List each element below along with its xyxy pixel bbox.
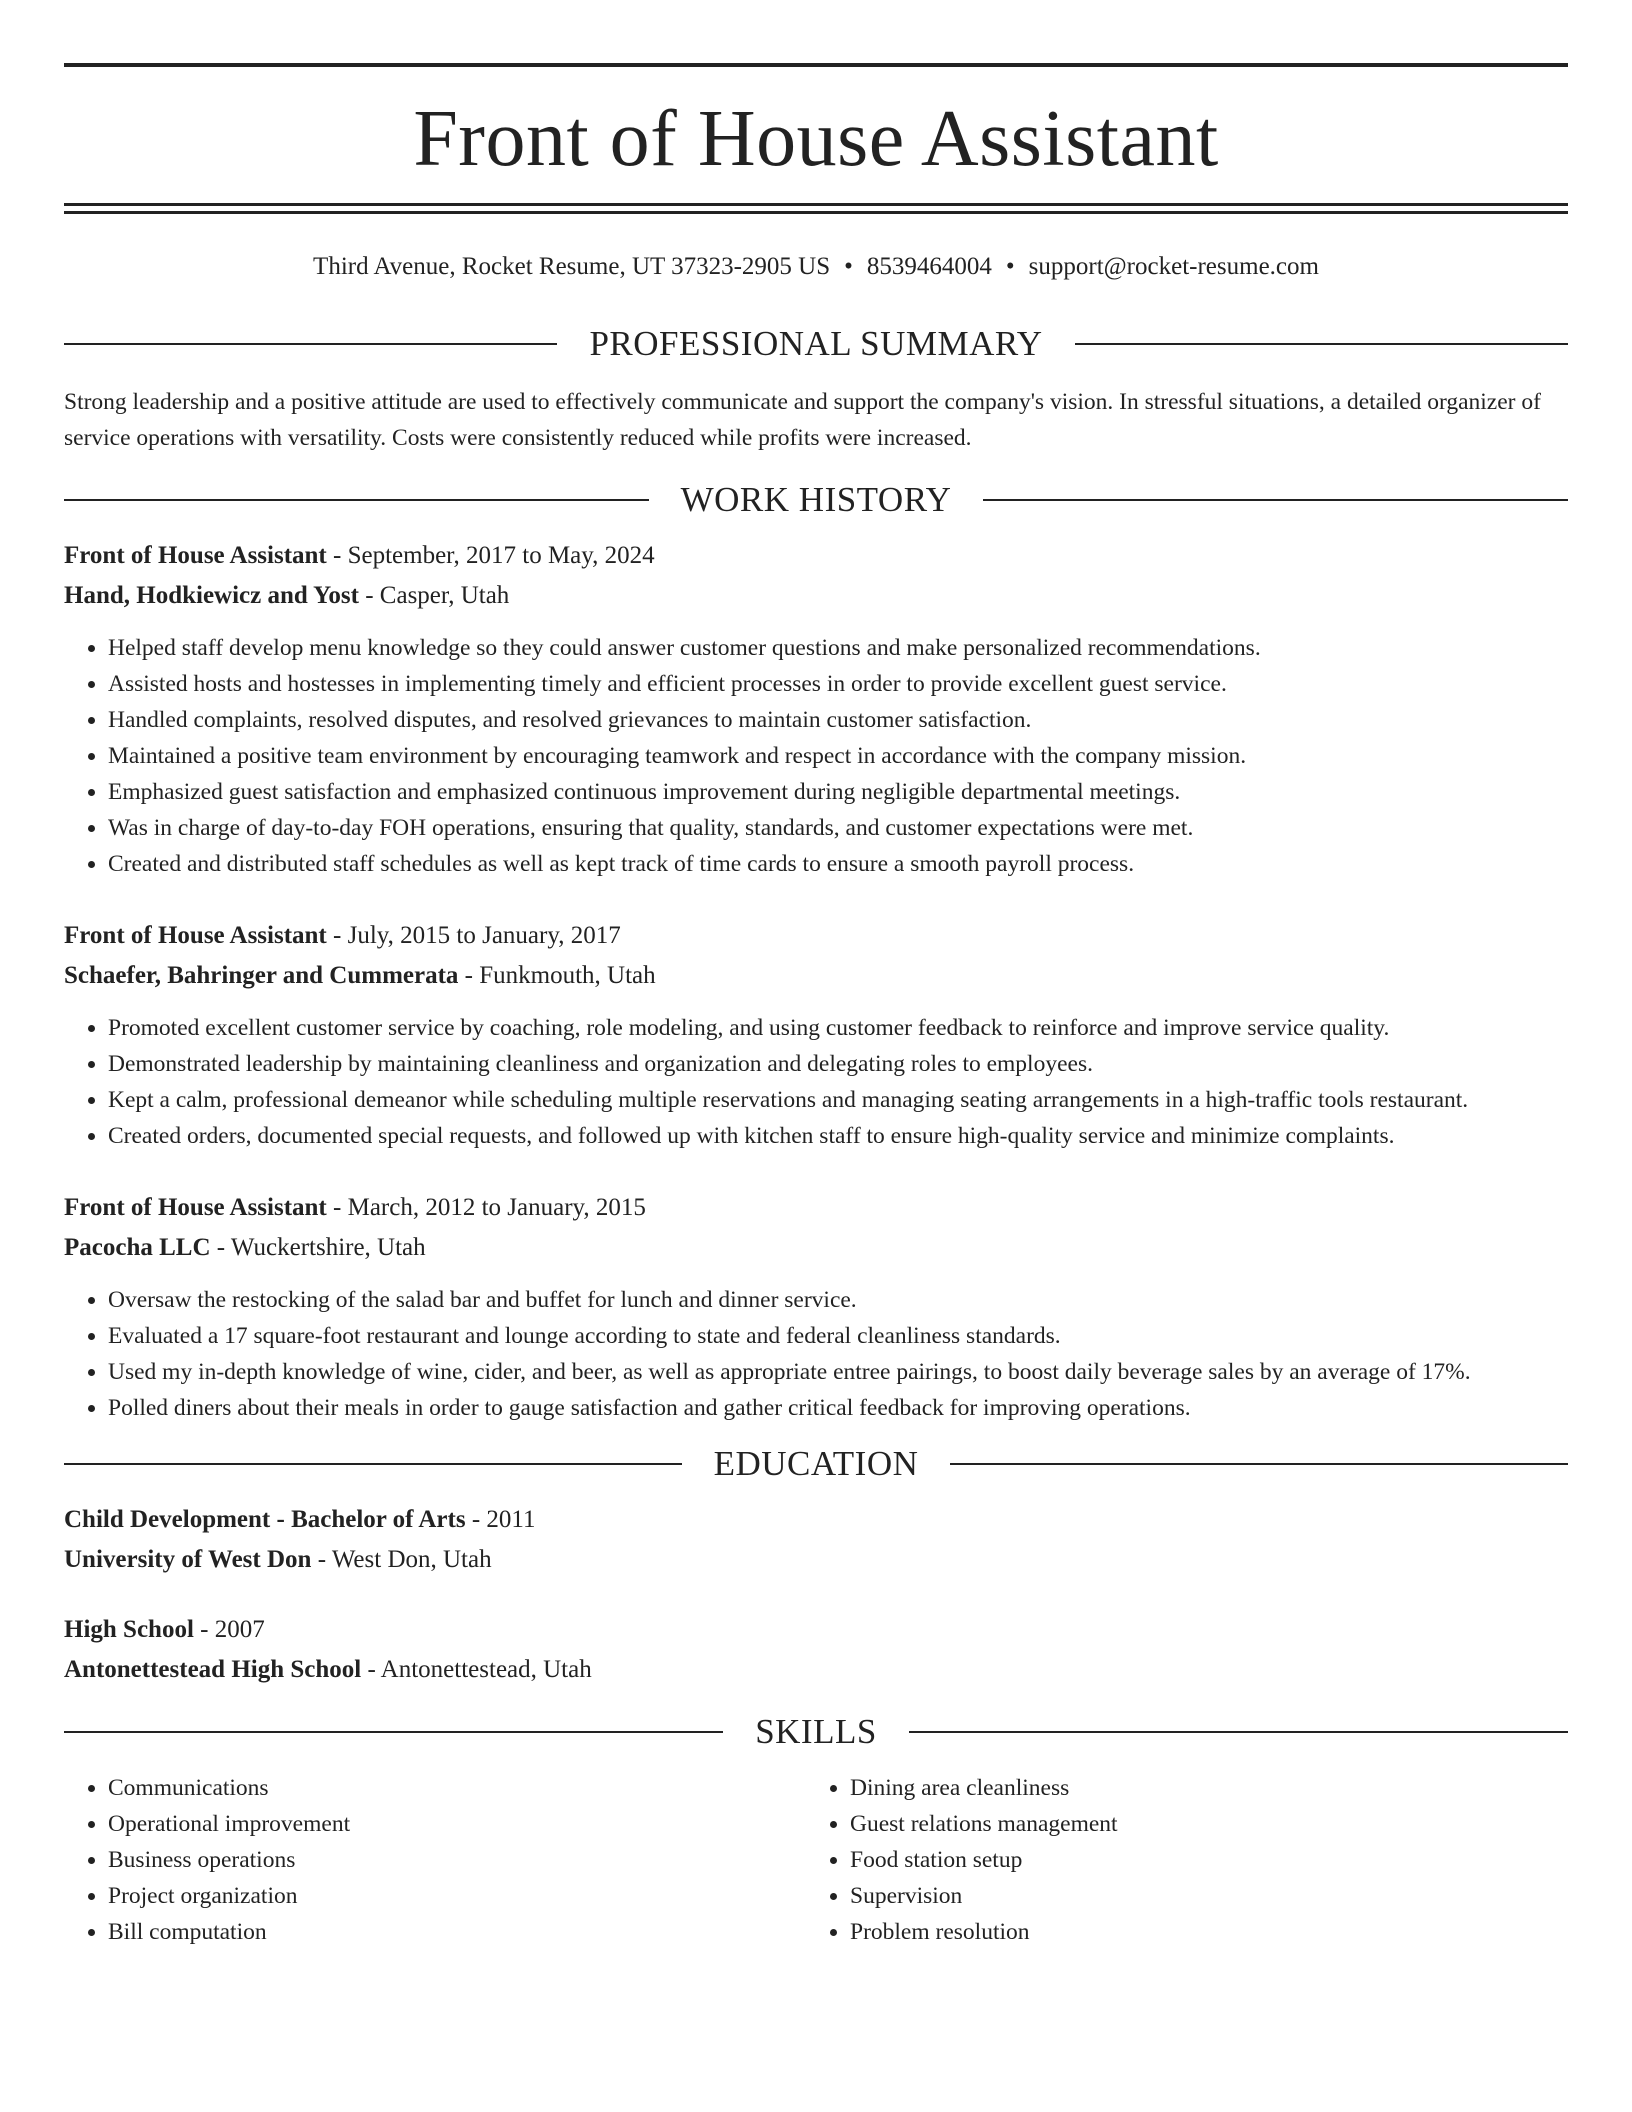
education-school-line — [64, 1650, 1568, 1690]
list-item: • Demonstrated leadership by maintaining cleanliness and organization and delegating roles to employees. — [108, 1046, 1568, 1082]
education-year: - 2007 — [193, 1616, 265, 1643]
page-title: Front of House Assistant — [413, 95, 1219, 183]
contact-separator: • — [844, 253, 853, 280]
job-company-line — [64, 576, 1568, 616]
list-item: • Supervision — [850, 1878, 1548, 1914]
list-item: • Helped staff develop menu knowledge so they could answer customer questions and make personalized recommendations. — [108, 630, 1568, 666]
section-heading-education — [64, 1444, 1568, 1484]
list-item: • Operational improvement — [108, 1806, 806, 1842]
job-title: Front of House Assistant — [64, 1194, 327, 1221]
heading-rule — [64, 1463, 682, 1465]
list-item: • Bill computation — [108, 1914, 806, 1950]
section-title: PROFESSIONAL SUMMARY — [589, 324, 1043, 363]
heading-rule — [64, 499, 649, 501]
list-item: • Emphasized guest satisfaction and emphasized continuous improvement during negligible departmental meetings. — [108, 774, 1568, 810]
list-item: • Dining area cleanliness — [850, 1770, 1548, 1806]
education-degree-line — [64, 1500, 1568, 1540]
job-title-line — [64, 1188, 1568, 1228]
heading-rule — [983, 499, 1568, 501]
job-location: - Funkmouth, Utah — [458, 962, 656, 989]
job-entry — [64, 1188, 1568, 1426]
contact-separator: • — [1005, 253, 1015, 280]
list-item: • Maintained a positive team environment by encouraging teamwork and respect in accordance with the company mission. — [108, 738, 1568, 774]
education-degree: High School — [64, 1616, 194, 1643]
education-entry — [64, 1500, 1568, 1580]
section-heading-work — [64, 480, 1568, 520]
job-dates: - July, 2015 to January, 2017 — [326, 922, 621, 949]
list-item: • Created orders, documented special requests, and followed up with kitchen staff to ensure high-quality service and minimize complaints. — [108, 1118, 1568, 1154]
skills-column-left — [64, 1770, 806, 1950]
list-item: • Business operations — [108, 1842, 806, 1878]
heading-rule — [64, 1731, 723, 1733]
list-item: • Guest relations management — [850, 1806, 1548, 1842]
skills-column-right — [806, 1770, 1548, 1950]
section-title: SKILLS — [755, 1712, 877, 1751]
section-title: EDUCATION — [713, 1444, 919, 1483]
education-location: - West Don, Utah — [311, 1546, 492, 1573]
job-bullets — [64, 1010, 1568, 1154]
education-school: University of West Don — [64, 1546, 312, 1573]
list-item: • Created and distributed staff schedules as well as kept track of time cards to ensure a smooth payroll process. — [108, 846, 1568, 882]
job-entry — [64, 536, 1568, 882]
list-item: • Oversaw the restocking of the salad bar and buffet for lunch and dinner service. — [108, 1282, 1568, 1318]
list-item: • Kept a calm, professional demeanor while scheduling multiple reservations and managing seating arrangements in a high-traffic tools restaurant. — [108, 1082, 1568, 1118]
list-item: • Was in charge of day-to-day FOH operations, ensuring that quality, standards, and customer expectations were met. — [108, 810, 1568, 846]
education-degree: Child Development - Bachelor of Arts — [64, 1506, 466, 1533]
job-entry — [64, 916, 1568, 1154]
section-title: WORK HISTORY — [680, 480, 952, 519]
title-rule-upper — [64, 203, 1568, 206]
list-item: • Communications — [108, 1770, 806, 1806]
heading-rule — [950, 1463, 1568, 1465]
job-location: - Casper, Utah — [358, 582, 510, 609]
job-company-line — [64, 956, 1568, 996]
job-title: Front of House Assistant — [64, 542, 327, 569]
section-heading-summary — [64, 324, 1568, 364]
list-item: • Assisted hosts and hostesses in implementing timely and efficient processes in order to provide excellent guest service. — [108, 666, 1568, 702]
heading-rule — [64, 343, 557, 345]
job-title: Front of House Assistant — [64, 922, 327, 949]
job-title-line — [64, 536, 1568, 576]
summary-text: Strong leadership and a positive attitude are used to effectively communicate and support the company's vision. In stressful situations, a detailed organizer of service operations with versatility. Costs were consistently reduced while profits were increased. — [64, 389, 1541, 451]
list-item: • Handled complaints, resolved disputes, and resolved grievances to maintain customer satisfaction. — [108, 702, 1568, 738]
education-school: Antonettestead High School — [64, 1656, 362, 1683]
contact-address: Third Avenue, Rocket Resume, UT 37323-2905 US — [313, 253, 831, 280]
list-item: • Food station setup — [850, 1842, 1548, 1878]
list-item: • Used my in-depth knowledge of wine, cider, and beer, as well as appropriate entree pairings, to boost daily beverage sales by an average of 17%. — [108, 1354, 1568, 1390]
list-item: • Promoted excellent customer service by coaching, role modeling, and using customer feedback to reinforce and improve service quality. — [108, 1010, 1568, 1046]
title-rule-lower — [64, 211, 1568, 214]
top-rule — [64, 63, 1568, 67]
job-company: Schaefer, Bahringer and Cummerata — [64, 962, 459, 989]
contact-email: support@rocket-resume.com — [1028, 253, 1319, 280]
heading-rule — [1075, 343, 1568, 345]
job-dates: - March, 2012 to January, 2015 — [326, 1194, 646, 1221]
job-company-line — [64, 1228, 1568, 1268]
education-degree-line — [64, 1610, 1568, 1650]
list-item: • Project organization — [108, 1878, 806, 1914]
list-item: • Problem resolution — [850, 1914, 1548, 1950]
education-entry — [64, 1610, 1568, 1690]
job-company: Pacocha LLC — [64, 1234, 211, 1261]
contact-info — [64, 250, 1568, 284]
job-company: Hand, Hodkiewicz and Yost — [64, 582, 359, 609]
list-item: • Polled diners about their meals in order to gauge satisfaction and gather critical feedback for improving operations. — [108, 1390, 1568, 1426]
contact-phone: 8539464004 — [866, 253, 992, 280]
education-location: - Antonettestead, Utah — [361, 1656, 592, 1683]
list-item: • Evaluated a 17 square-foot restaurant and lounge according to state and federal cleanliness standards. — [108, 1318, 1568, 1354]
resume-page — [64, 0, 1568, 1950]
education-school-line — [64, 1540, 1568, 1580]
job-bullets — [64, 630, 1568, 882]
job-bullets — [64, 1282, 1568, 1426]
education-year: - 2011 — [465, 1506, 536, 1533]
job-location: - Wuckertshire, Utah — [210, 1234, 426, 1261]
section-heading-skills — [64, 1712, 1568, 1752]
job-title-line — [64, 916, 1568, 956]
heading-rule — [909, 1731, 1568, 1733]
skills-list — [64, 1770, 1568, 1950]
job-dates: - September, 2017 to May, 2024 — [326, 542, 655, 569]
